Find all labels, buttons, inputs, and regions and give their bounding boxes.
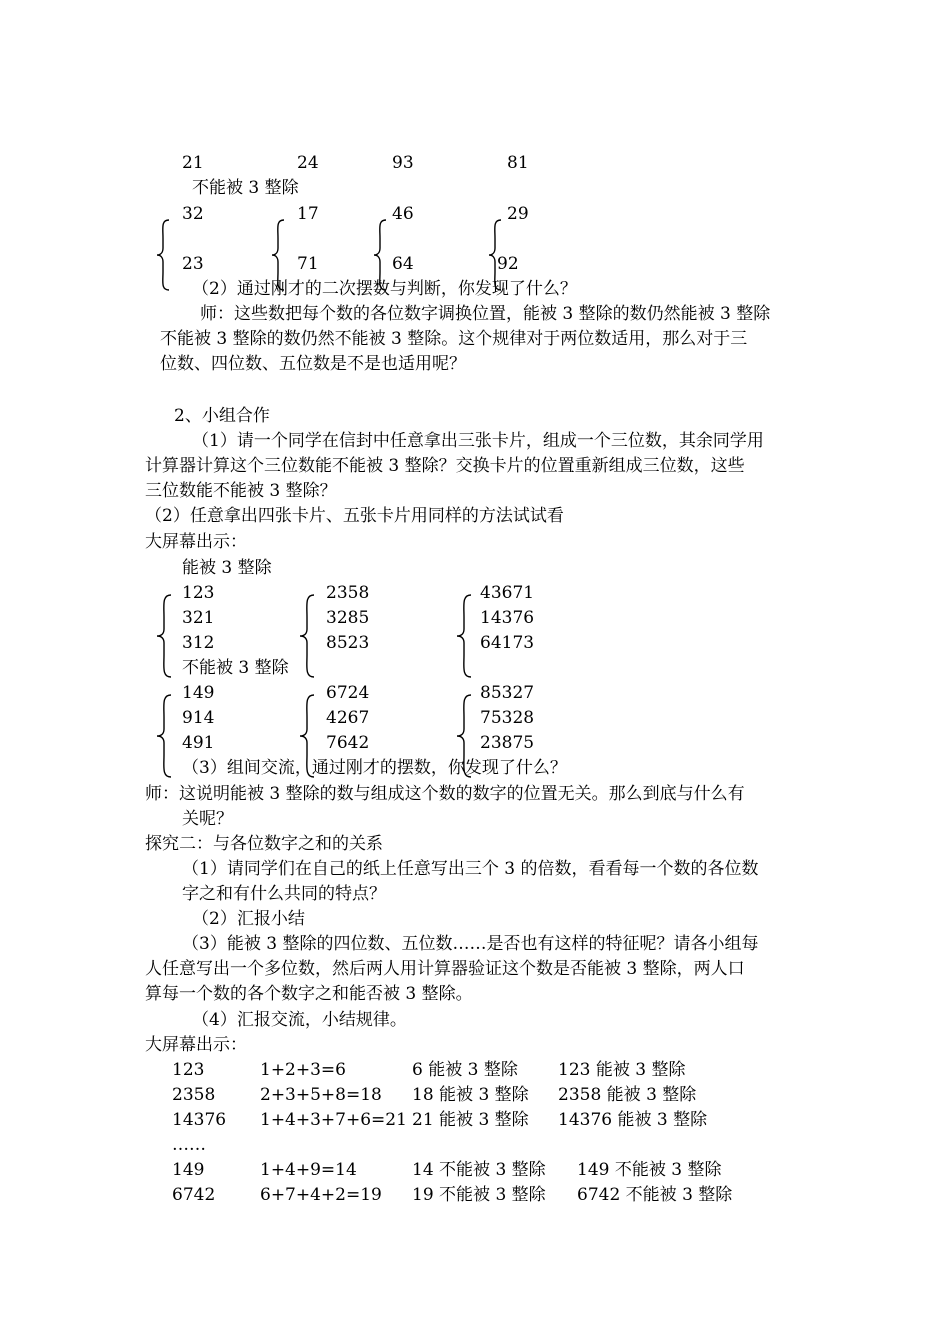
pair-4-b: 92 (497, 254, 519, 274)
table-sum-result: 18 能被 3 整除 (412, 1085, 529, 1105)
table-num: 2358 (172, 1085, 216, 1105)
group-p1-line1: （1）请一个同学在信封中任意拿出三张卡片，组成一个三位数，其余同学用 (192, 431, 764, 451)
number-93: 93 (392, 153, 414, 173)
explore-p3-line3: 算每一个数的各个数字之和能否被 3 整除。 (145, 984, 473, 1004)
table-num: 123 (172, 1060, 205, 1080)
table-num-result: 6742 不能被 3 整除 (577, 1185, 733, 1205)
group1-number-1: 123 (182, 583, 215, 603)
group2-number-2: 3285 (326, 608, 370, 628)
table-num-result: 123 能被 3 整除 (558, 1060, 686, 1080)
table-sum: 1+4+3+7+6=21 (260, 1110, 407, 1130)
brace-icon (155, 593, 173, 679)
teacher-line-3: 位数、四位数、五位数是不是也适用呢？ (160, 354, 466, 374)
divisible-label: 能被 3 整除 (182, 558, 272, 578)
ngroup1-number-2: 914 (182, 708, 215, 728)
explore-p2: （2）汇报小结 (192, 909, 305, 929)
pair-3-a: 46 (392, 204, 414, 224)
table-sum: 6+7+4+2=19 (260, 1185, 382, 1205)
table-sum: 1+2+3=6 (260, 1060, 346, 1080)
brace-icon (298, 593, 316, 679)
table-num-result: 14376 能被 3 整除 (558, 1110, 708, 1130)
group-heading: 2、小组合作 (174, 406, 270, 426)
pair-1-a: 32 (182, 204, 204, 224)
brace-icon (155, 693, 173, 779)
group-p1-line2: 计算器计算这个三位数能不能被 3 整除？交换卡片的位置重新组成三位数，这些 (145, 456, 745, 476)
table-ellipsis: …… (172, 1135, 206, 1155)
group1-number-2: 321 (182, 608, 215, 628)
pair-1-b: 23 (182, 254, 204, 274)
group3-number-1: 43671 (480, 583, 535, 603)
group2-number-1: 2358 (326, 583, 370, 603)
table-sum: 1+4+9=14 (260, 1160, 357, 1180)
teacher-line-4: 师：这说明能被 3 整除的数与组成这个数的数字的位置无关。那么到底与什么有 (145, 784, 745, 804)
explore-p3-line2: 人任意写出一个多位数，然后两人用计算器验证这个数是否能被 3 整除，两人口 (145, 959, 745, 979)
teacher-line-5: 关呢？ (182, 809, 233, 829)
table-num: 149 (172, 1160, 205, 1180)
table-sum-result: 14 不能被 3 整除 (412, 1160, 546, 1180)
explore-p4: （4）汇报交流，小结规律。 (192, 1010, 407, 1030)
ngroup2-number-3: 7642 (326, 733, 370, 753)
table-num: 6742 (172, 1185, 216, 1205)
group2-number-3: 8523 (326, 633, 370, 653)
pair-2-a: 17 (297, 204, 319, 224)
teacher-line-2: 不能被 3 整除的数仍然不能被 3 整除。这个规律对于两位数适用，那么对于三 (160, 329, 748, 349)
explore-p1-line1: （1）请同学们在自己的纸上任意写出三个 3 的倍数，看看每一个数的各位数 (182, 859, 759, 879)
table-num-result: 149 不能被 3 整除 (577, 1160, 722, 1180)
ngroup3-number-3: 23875 (480, 733, 535, 753)
explore-heading: 探究二：与各位数字之和的关系 (145, 834, 383, 854)
ngroup2-number-1: 6724 (326, 683, 370, 703)
ngroup1-number-3: 491 (182, 733, 215, 753)
ngroup3-number-2: 75328 (480, 708, 535, 728)
teacher-line-1: 师：这些数把每个数的各位数字调换位置，能被 3 整除的数仍然能被 3 整除 (200, 304, 771, 324)
pair-3-b: 64 (392, 254, 414, 274)
ngroup2-number-2: 4267 (326, 708, 370, 728)
group-p2: （2）任意拿出四张卡片、五张卡片用同样的方法试试看 (145, 506, 564, 526)
not-divisible-label: 不能被 3 整除 (192, 178, 299, 198)
group-p1-line3: 三位数能不能被 3 整除？ (145, 481, 337, 501)
table-num: 14376 (172, 1110, 227, 1130)
number-24: 24 (297, 153, 319, 173)
screen-label-2: 大屏幕出示： (145, 1035, 247, 1055)
group1-number-3: 312 (182, 633, 215, 653)
pair-4-a: 29 (507, 204, 529, 224)
table-sum-result: 6 能被 3 整除 (412, 1060, 518, 1080)
brace-icon (155, 218, 171, 292)
brace-icon (455, 593, 473, 679)
question-2: （2）通过刚才的二次摆数与判断，你发现了什么？ (192, 279, 577, 299)
group3-number-3: 64173 (480, 633, 535, 653)
ngroup1-number-1: 149 (182, 683, 215, 703)
explore-p1-line2: 字之和有什么共同的特点？ (182, 884, 386, 904)
table-sum-result: 21 能被 3 整除 (412, 1110, 529, 1130)
group3-number-2: 14376 (480, 608, 535, 628)
table-num-result: 2358 能被 3 整除 (558, 1085, 697, 1105)
number-21: 21 (182, 153, 204, 173)
table-sum: 2+3+5+8=18 (260, 1085, 382, 1105)
group-p3: （3）组间交流，通过刚才的摆数，你发现了什么？ (182, 758, 567, 778)
not-divisible-label-2: 不能被 3 整除 (182, 658, 289, 678)
explore-p3-line1: （3）能被 3 整除的四位数、五位数……是否也有这样的特征呢？请各小组每 (182, 934, 759, 954)
number-81: 81 (507, 153, 529, 173)
pair-2-b: 71 (297, 254, 319, 274)
table-sum-result: 19 不能被 3 整除 (412, 1185, 546, 1205)
ngroup3-number-1: 85327 (480, 683, 535, 703)
screen-label: 大屏幕出示： (145, 532, 247, 552)
